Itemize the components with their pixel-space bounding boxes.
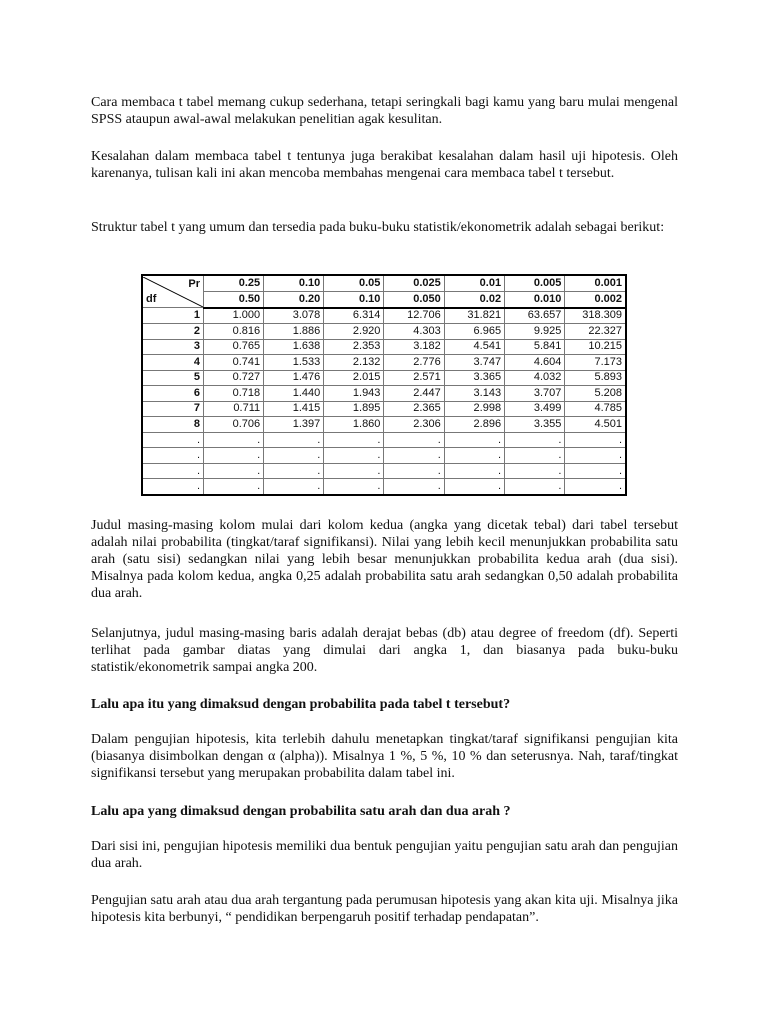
critical-value-cell: 7.173 (565, 355, 626, 371)
df-cell: 6 (142, 386, 204, 402)
critical-value-cell: 9.925 (505, 324, 565, 340)
critical-value-cell: 3.747 (444, 355, 504, 371)
critical-value-cell: 2.998 (444, 401, 504, 417)
hypothesis-example-paragraph: Pengujian satu arah atau dua arah tergantung pada perumusan hipotesis yang akan kita uji. Misalnya jika hipotesis kita berbunyi, “ pendidikan berpengaruh positif terhadap pendapatan”. (91, 893, 678, 925)
critical-value-cell: 5.208 (565, 386, 626, 402)
ellipsis-cell: . (142, 479, 204, 495)
ellipsis-cell: . (384, 479, 444, 495)
two-tail-prob-header: 0.10 (324, 291, 384, 307)
two-tail-prob-header: 0.20 (264, 291, 324, 307)
df-cell: 3 (142, 339, 204, 355)
critical-value-cell: 318.309 (565, 308, 626, 324)
critical-value-cell: 1.476 (264, 370, 324, 386)
one-tail-prob-header: 0.01 (444, 275, 504, 291)
critical-value-cell: 2.015 (324, 370, 384, 386)
two-tail-prob-header: 0.50 (204, 291, 264, 307)
ellipsis-row (142, 432, 626, 448)
critical-value-cell: 1.895 (324, 401, 384, 417)
ellipsis-cell: . (384, 463, 444, 479)
ellipsis-row (142, 448, 626, 464)
ellipsis-cell: . (324, 479, 384, 495)
critical-value-cell: 1.638 (264, 339, 324, 355)
ellipsis-cell: . (264, 479, 324, 495)
critical-value-cell: 2.306 (384, 417, 444, 433)
critical-value-cell: 0.741 (204, 355, 264, 371)
one-tail-prob-header: 0.05 (324, 275, 384, 291)
critical-value-cell: 1.886 (264, 324, 324, 340)
table-row (142, 308, 626, 324)
ellipsis-cell: . (204, 448, 264, 464)
corner-pr-label: Pr (188, 277, 200, 290)
probability-question-heading: Lalu apa itu yang dimaksud dengan probabilita pada tabel t tersebut? (91, 697, 511, 712)
two-tail-prob-header: 0.002 (565, 291, 626, 307)
ellipsis-cell: . (142, 448, 204, 464)
ellipsis-cell: . (505, 463, 565, 479)
critical-value-cell: 0.816 (204, 324, 264, 340)
table-row (142, 401, 626, 417)
critical-value-cell: 0.727 (204, 370, 264, 386)
table-row (142, 370, 626, 386)
ellipsis-cell: . (444, 479, 504, 495)
two-tail-header-row (142, 291, 626, 307)
ellipsis-cell: . (565, 479, 626, 495)
ellipsis-cell: . (444, 463, 504, 479)
two-tail-prob-header: 0.02 (444, 291, 504, 307)
ellipsis-cell: . (444, 432, 504, 448)
critical-value-cell: 0.711 (204, 401, 264, 417)
test-forms-paragraph: Dari sisi ini, pengujian hipotesis memiliki dua bentuk pengujian yaitu pengujian satu arah dan pengujian dua arah. (91, 839, 678, 871)
t-distribution-table (141, 274, 627, 496)
one-tail-prob-header: 0.25 (204, 275, 264, 291)
ellipsis-cell: . (565, 463, 626, 479)
critical-value-cell: 5.893 (565, 370, 626, 386)
critical-value-cell: 1.415 (264, 401, 324, 417)
ellipsis-cell: . (324, 448, 384, 464)
ellipsis-cell: . (142, 463, 204, 479)
ellipsis-row (142, 479, 626, 495)
ellipsis-cell: . (505, 479, 565, 495)
one-tail-prob-header: 0.005 (505, 275, 565, 291)
ellipsis-cell: . (505, 448, 565, 464)
critical-value-cell: 1.943 (324, 386, 384, 402)
critical-value-cell: 0.718 (204, 386, 264, 402)
ellipsis-cell: . (384, 448, 444, 464)
critical-value-cell: 5.841 (505, 339, 565, 355)
ellipsis-cell: . (324, 463, 384, 479)
ellipsis-cell: . (204, 479, 264, 495)
one-tail-prob-header: 0.001 (565, 275, 626, 291)
intro-paragraph: Cara membaca t tabel memang cukup sederhana, tetapi seringkali bagi kamu yang baru mulai mengenal SPSS ataupun awal-awal melakukan penelitian agak kesulitan. (91, 95, 678, 127)
critical-value-cell: 6.965 (444, 324, 504, 340)
two-tail-prob-header: 0.010 (505, 291, 565, 307)
df-cell: 2 (142, 324, 204, 340)
critical-value-cell: 2.132 (324, 355, 384, 371)
significance-paragraph: Dalam pengujian hipotesis, kita terlebih dahulu menetapkan tingkat/taraf signifikansi pengujian kita (biasanya disimbolkan dengan α (alpha)). Misalnya 1 %, 5 %, 10 % dan seterusnya. Nah, taraf/tingkat signifikansi tersebut yang merupakan probabilita dalam tabel ini. (91, 732, 678, 781)
ellipsis-cell: . (264, 432, 324, 448)
critical-value-cell: 3.499 (505, 401, 565, 417)
critical-value-cell: 2.896 (444, 417, 504, 433)
ellipsis-cell: . (384, 432, 444, 448)
table-row (142, 324, 626, 340)
critical-value-cell: 12.706 (384, 308, 444, 324)
critical-value-cell: 1.440 (264, 386, 324, 402)
critical-value-cell: 3.143 (444, 386, 504, 402)
df-cell: 1 (142, 308, 204, 324)
critical-value-cell: 1.533 (264, 355, 324, 371)
critical-value-cell: 4.303 (384, 324, 444, 340)
ellipsis-cell: . (444, 448, 504, 464)
critical-value-cell: 1.860 (324, 417, 384, 433)
ellipsis-row (142, 463, 626, 479)
structure-paragraph: Struktur tabel t yang umum dan tersedia pada buku-buku statistik/ekonometrik adalah sebagai berikut: (91, 220, 665, 235)
ellipsis-cell: . (565, 432, 626, 448)
critical-value-cell: 2.776 (384, 355, 444, 371)
one-tail-prob-header: 0.025 (384, 275, 444, 291)
critical-value-cell: 4.032 (505, 370, 565, 386)
df-cell: 4 (142, 355, 204, 371)
critical-value-cell: 22.327 (565, 324, 626, 340)
critical-value-cell: 3.707 (505, 386, 565, 402)
one-two-tail-question-heading: Lalu apa yang dimaksud dengan probabilita satu arah dan dua arah ? (91, 804, 511, 819)
critical-value-cell: 2.353 (324, 339, 384, 355)
table-corner-cell (142, 275, 204, 308)
table-row (142, 339, 626, 355)
critical-value-cell: 2.571 (384, 370, 444, 386)
ellipsis-cell: . (142, 432, 204, 448)
df-cell: 8 (142, 417, 204, 433)
row-explanation-paragraph: Selanjutnya, judul masing-masing baris adalah derajat bebas (db) atau degree of freedom (df). Seperti terlihat pada gambar diatas yang dimulai dari angka 1, dan biasanya pada buku-buku statistik/ekonometrik sampai angka 200. (91, 626, 678, 675)
critical-value-cell: 1.397 (264, 417, 324, 433)
ellipsis-cell: . (264, 448, 324, 464)
one-tail-header-row (142, 275, 626, 291)
critical-value-cell: 0.765 (204, 339, 264, 355)
critical-value-cell: 4.604 (505, 355, 565, 371)
table-row (142, 386, 626, 402)
ellipsis-cell: . (324, 432, 384, 448)
critical-value-cell: 0.706 (204, 417, 264, 433)
error-paragraph: Kesalahan dalam membaca tabel t tentunya juga berakibat kesalahan dalam hasil uji hipotesis. Oleh karenanya, tulisan kali ini akan mencoba membahas mengenai cara membaca tabel t tersebut. (91, 149, 678, 181)
critical-value-cell: 31.821 (444, 308, 504, 324)
critical-value-cell: 2.365 (384, 401, 444, 417)
df-cell: 5 (142, 370, 204, 386)
ellipsis-cell: . (565, 448, 626, 464)
critical-value-cell: 2.920 (324, 324, 384, 340)
critical-value-cell: 6.314 (324, 308, 384, 324)
table-row (142, 417, 626, 433)
critical-value-cell: 10.215 (565, 339, 626, 355)
critical-value-cell: 3.078 (264, 308, 324, 324)
ellipsis-cell: . (505, 432, 565, 448)
ellipsis-cell: . (204, 463, 264, 479)
df-cell: 7 (142, 401, 204, 417)
critical-value-cell: 63.657 (505, 308, 565, 324)
corner-df-label: df (146, 292, 157, 305)
critical-value-cell: 3.182 (384, 339, 444, 355)
critical-value-cell: 2.447 (384, 386, 444, 402)
critical-value-cell: 4.501 (565, 417, 626, 433)
two-tail-prob-header: 0.050 (384, 291, 444, 307)
ellipsis-cell: . (204, 432, 264, 448)
critical-value-cell: 4.785 (565, 401, 626, 417)
t-table-figure (141, 274, 627, 496)
critical-value-cell: 3.355 (505, 417, 565, 433)
ellipsis-cell: . (264, 463, 324, 479)
column-explanation-paragraph: Judul masing-masing kolom mulai dari kolom kedua (angka yang dicetak tebal) dari tabel tersebut adalah nilai probabilita (tingkat/taraf signifikansi). Nilai yang lebih kecil menunjukkan probabilita satu arah (satu sisi) sedangkan nilai yang lebih besar menunjukkan probabilita kedua arah (dua sisi). Misalnya pada kolom kedua, angka 0,25 adalah probabilita satu arah sedangkan 0,50 adalah probabilita dua arah. (91, 518, 678, 601)
one-tail-prob-header: 0.10 (264, 275, 324, 291)
critical-value-cell: 3.365 (444, 370, 504, 386)
table-row (142, 355, 626, 371)
critical-value-cell: 4.541 (444, 339, 504, 355)
critical-value-cell: 1.000 (204, 308, 264, 324)
